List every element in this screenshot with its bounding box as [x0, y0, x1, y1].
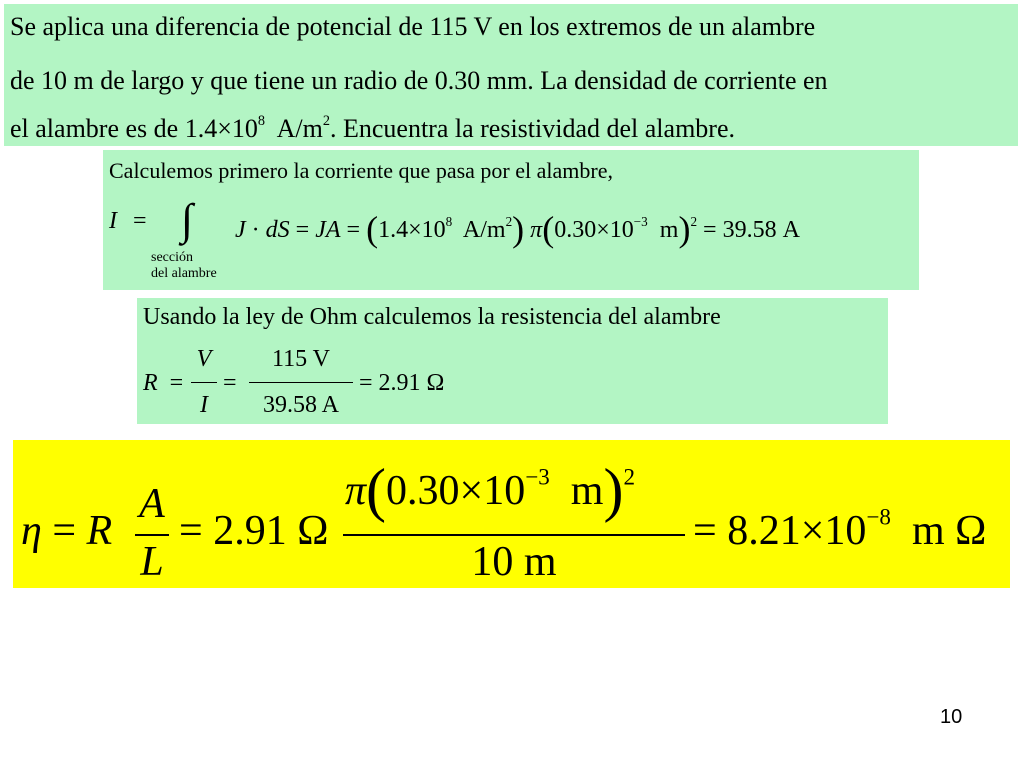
radius-value: 0.30: [554, 217, 597, 243]
resistivity-value: 8.21: [727, 508, 801, 554]
resistance-symbol: R: [143, 370, 158, 396]
exponent: −8: [866, 503, 891, 530]
density-value: 1.4: [378, 217, 409, 243]
problem-text: . Encuentra la resistividad del alambre.: [329, 114, 735, 143]
step1-expression: J · dS = JA = ($1.4\times 10^8$ $A/m^2$) $\pi(0.30\times 10^{-3}$ m)$^2$ = 39.58 A: [235, 209, 800, 249]
resistance-result: 2.91 Ω: [378, 370, 445, 396]
equals-sign: =: [703, 217, 717, 243]
resistance-symbol: R: [86, 508, 113, 554]
final-rhs: [693, 503, 987, 555]
equals-sign: =: [693, 508, 717, 554]
resistivity-symbol: η: [21, 508, 42, 554]
equals-sign: =: [52, 508, 77, 554]
resistance-value: 2.91 Ω: [213, 508, 329, 554]
integral-sign: ∫: [181, 195, 194, 244]
resistance-calculation-box: [137, 298, 888, 424]
length-value: 10 m: [471, 539, 557, 585]
times-sign: ×: [596, 217, 610, 243]
vector-dS: dS: [265, 217, 290, 243]
equals-sign: =: [133, 208, 147, 234]
exponent: 2: [690, 213, 698, 229]
radius-value: 0.30: [386, 468, 460, 514]
exponent: 2: [505, 213, 513, 229]
equals-sign: =: [346, 217, 361, 243]
current-symbol: I: [109, 208, 117, 234]
step2-lhs: [143, 370, 183, 397]
ten: 10: [231, 114, 258, 143]
exponent: 2: [322, 112, 330, 129]
equals-sign: =: [295, 217, 310, 243]
unit: A/m: [462, 217, 506, 243]
page-number: 10: [940, 706, 963, 728]
problem-statement: [4, 4, 1018, 146]
problem-line-2: de 10 m de largo y que tiene un radio de 0.30 mm. La densidad de corriente en: [10, 66, 828, 95]
unit: m: [570, 468, 604, 514]
fraction-bar: [249, 382, 353, 383]
equals-sign: =: [223, 370, 237, 396]
current-result: 39.58 A: [722, 217, 800, 243]
problem-line-3: [10, 114, 735, 144]
subscript-line-2: del alambre: [151, 266, 217, 281]
times-sign: ×: [800, 508, 825, 554]
current-denominator: 39.58 A: [262, 392, 339, 418]
final-numerator: $\pi(0.30\times 10^{-3}$ m)$^2$: [345, 457, 635, 523]
ten: 10: [421, 217, 446, 243]
fraction-bar: [135, 534, 169, 536]
length-denominator: L: [140, 539, 164, 585]
unit: A/m: [276, 114, 323, 143]
exponent: 8: [257, 112, 266, 129]
final-lhs: [21, 507, 112, 555]
pi-symbol: π: [345, 468, 367, 514]
resistivity-result-box: [13, 440, 1010, 588]
unit: m: [659, 217, 679, 243]
final-mid: [179, 507, 328, 555]
step1-equation: [109, 208, 147, 235]
fraction-bar: [191, 382, 217, 383]
times-sign: ×: [217, 114, 232, 143]
area-numerator: A: [139, 481, 165, 527]
step1-intro: Calculemos primero la corriente que pasa por el alambre,: [109, 158, 613, 183]
I-denominator: I: [200, 392, 208, 418]
ten: 10: [824, 508, 867, 554]
exponent: −3: [525, 463, 550, 490]
step2-result: [359, 370, 444, 397]
JA-term: JA: [315, 217, 341, 243]
voltage-numerator: 115 V: [271, 346, 330, 372]
fraction-bar: [343, 534, 685, 536]
ten: 10: [483, 468, 526, 514]
times-sign: ×: [408, 217, 422, 243]
equals-sign: =: [179, 508, 203, 554]
integral-subscript: [151, 250, 217, 282]
vector-J: J: [235, 217, 246, 243]
step2-intro: Usando la ley de Ohm calculemos la resistencia del alambre: [143, 304, 721, 330]
current-calculation-box: [103, 150, 919, 290]
ten: 10: [609, 217, 634, 243]
exponent: 2: [623, 463, 635, 490]
pi-symbol: π: [530, 217, 543, 243]
equals-sign: =: [169, 370, 184, 396]
times-sign: ×: [459, 468, 484, 514]
V-numerator: V: [196, 346, 212, 372]
resistivity-unit: m Ω: [911, 508, 987, 554]
problem-line-1: Se aplica una diferencia de potencial de 115 V en los extremos de un alambre: [10, 12, 816, 41]
dot-product: ·: [251, 217, 260, 243]
exponent: −3: [633, 213, 648, 229]
problem-text: el alambre es de 1.4: [10, 114, 218, 143]
subscript-line-1: sección: [151, 250, 193, 265]
exponent: 8: [445, 213, 453, 229]
equals-sign: =: [359, 370, 373, 396]
